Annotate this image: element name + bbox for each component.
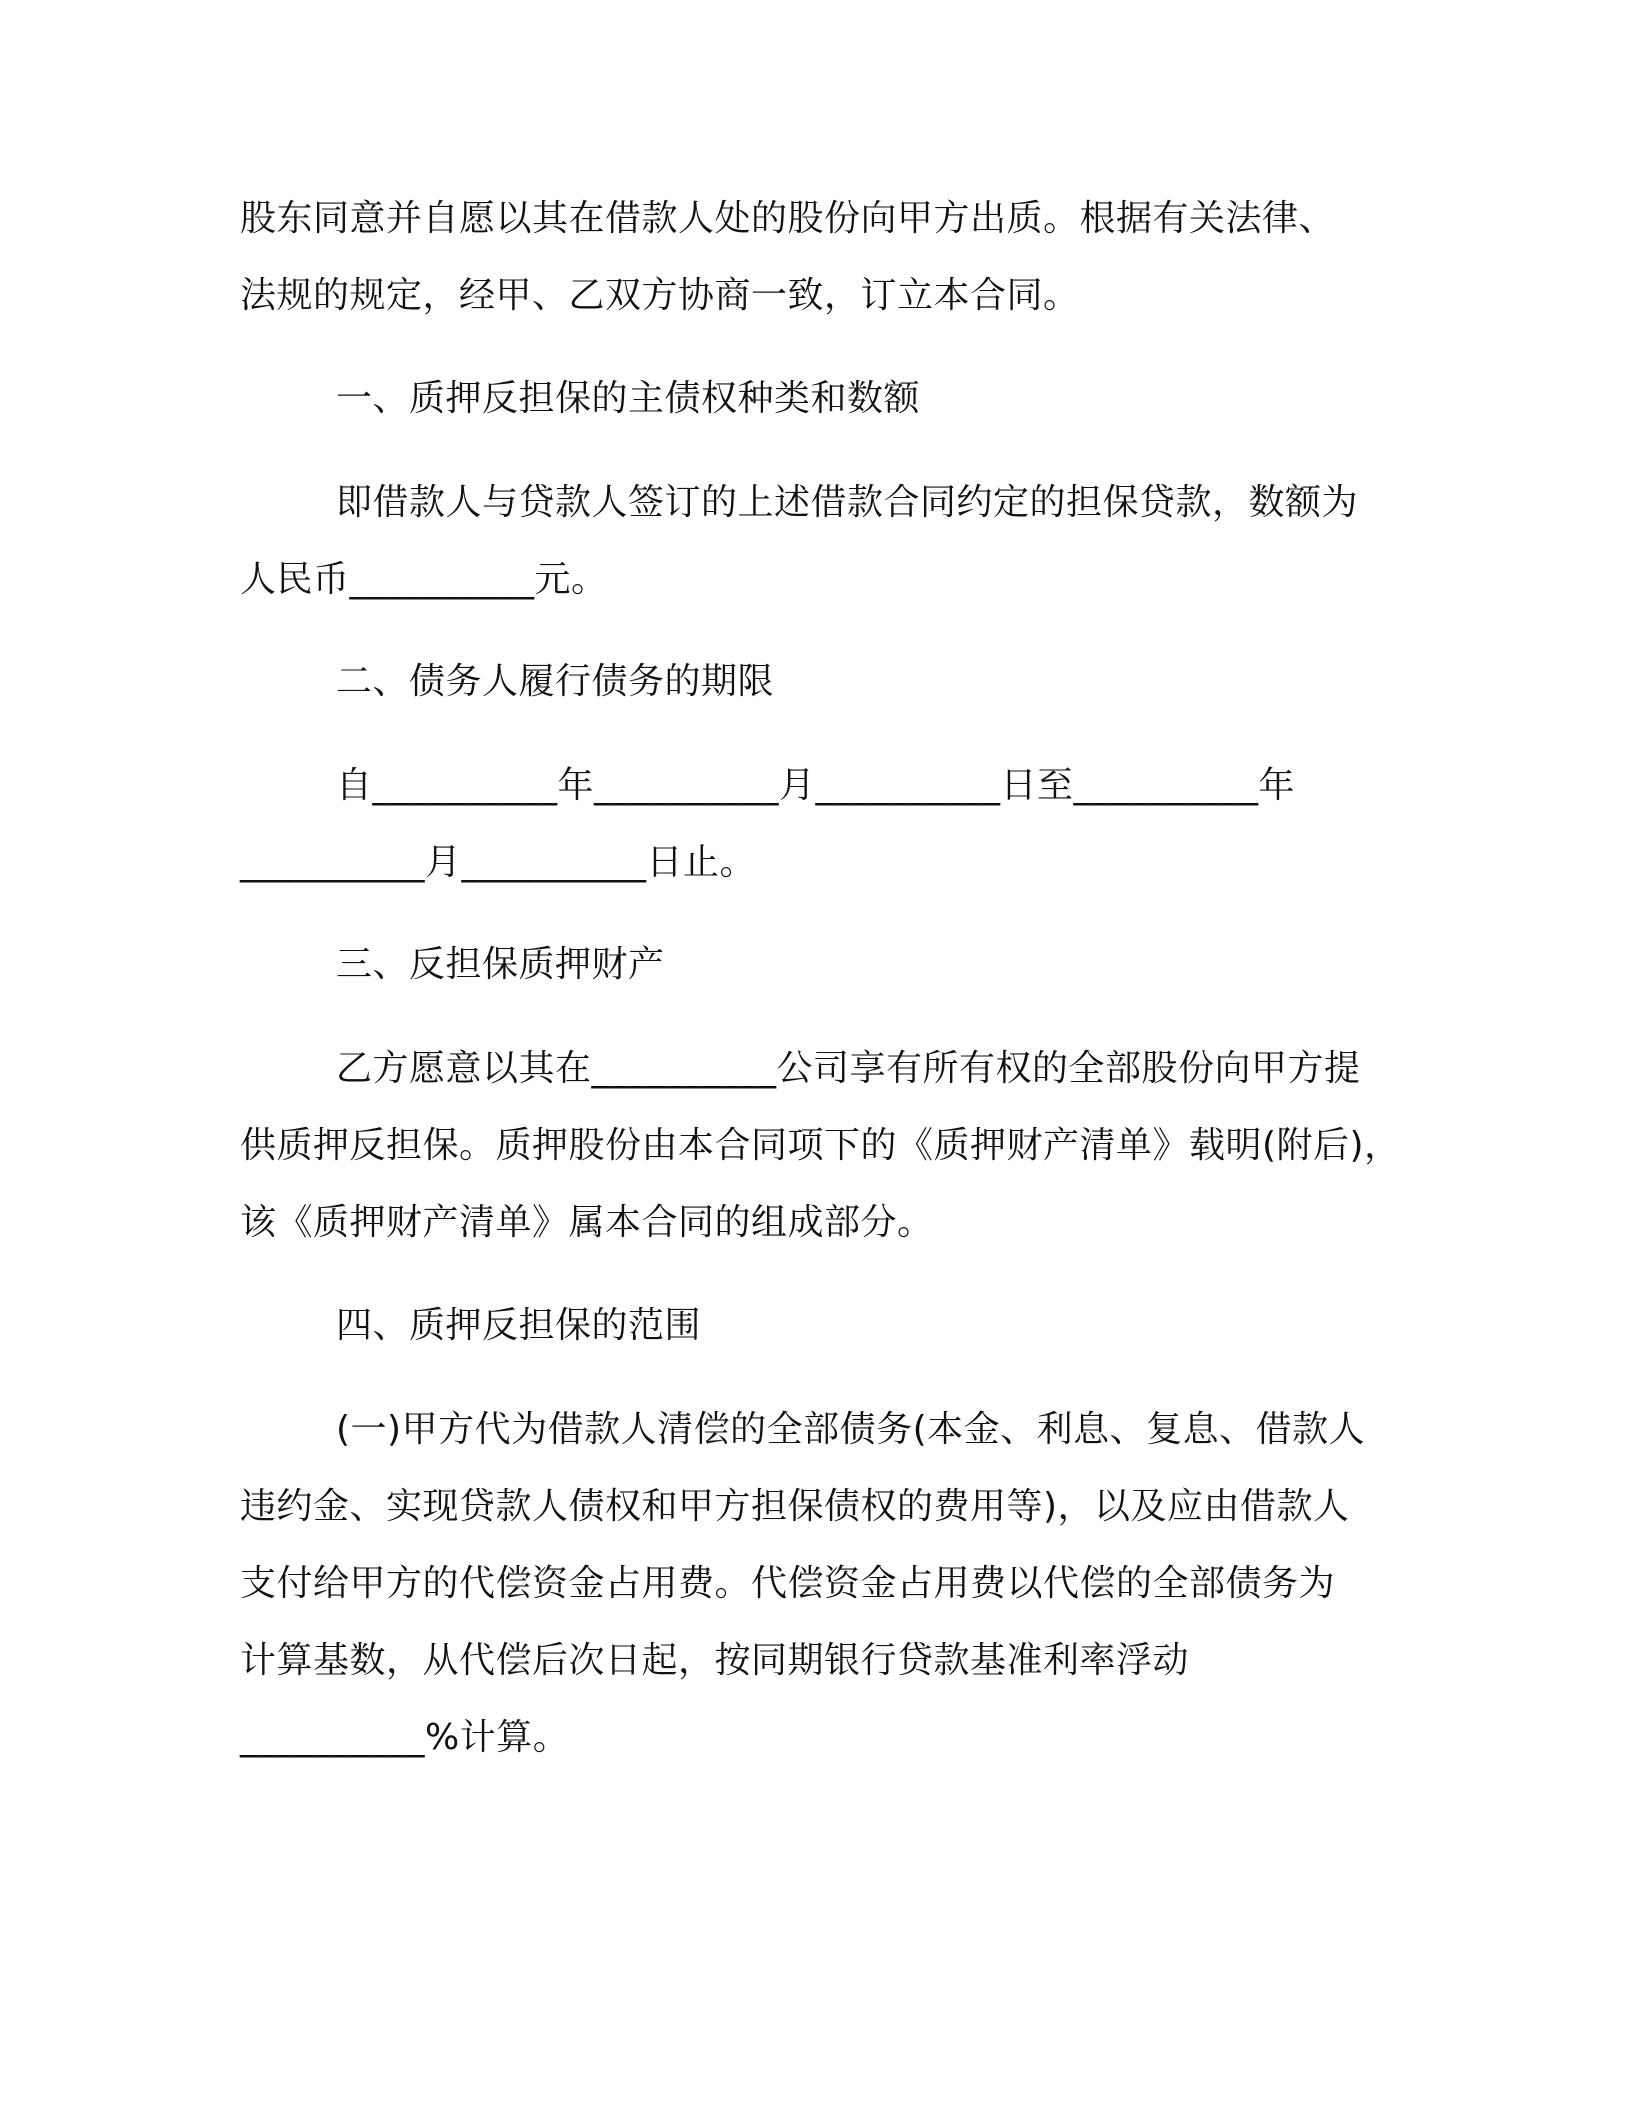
paragraph-line: 该《质押财产清单》属本合同的组成部分。 [240,1202,934,1243]
paragraph-line: __________月__________日止。 [240,842,757,883]
paragraph-line: (一)甲方代为借款人清偿的全部债务(本金、利息、复息、借款人 [336,1409,1366,1450]
paragraph-line: 乙方愿意以其在__________公司享有所有权的全部股份向甲方提 [336,1048,1361,1089]
paragraph-line: 计算基数，从代偿后次日起，按同期银行贷款基准利率浮动 [240,1640,1190,1681]
section-heading-4: 四、质押反担保的范围 [336,1305,702,1346]
paragraph-line: 供质押反担保。质押股份由本合同项下的《质押财产清单》载明(附后)， [240,1125,1401,1166]
paragraph-line: __________%计算。 [240,1717,570,1758]
paragraph-line: 违约金、实现贷款人债权和甲方担保债权的费用等)，以及应由借款人 [240,1486,1350,1527]
section-heading-3: 三、反担保质押财产 [336,944,665,985]
paragraph-line: 自__________年__________月__________日至__________年 [336,765,1296,806]
paragraph-line: 股东同意并自愿以其在借款人处的股份向甲方出质。根据有关法律、 [240,198,1336,239]
paragraph-line: 即借款人与贷款人签订的上述借款合同约定的担保贷款，数额为 [336,482,1359,523]
paragraph-line: 人民币__________元。 [240,559,608,600]
section-heading-2: 二、债务人履行债务的期限 [336,661,775,702]
paragraph-line: 支付给甲方的代偿资金占用费。代偿资金占用费以代偿的全部债务为 [240,1563,1336,1604]
section-heading-1: 一、质押反担保的主债权种类和数额 [336,378,921,419]
paragraph-line: 法规的规定，经甲、乙双方协商一致，订立本合同。 [240,275,1080,316]
